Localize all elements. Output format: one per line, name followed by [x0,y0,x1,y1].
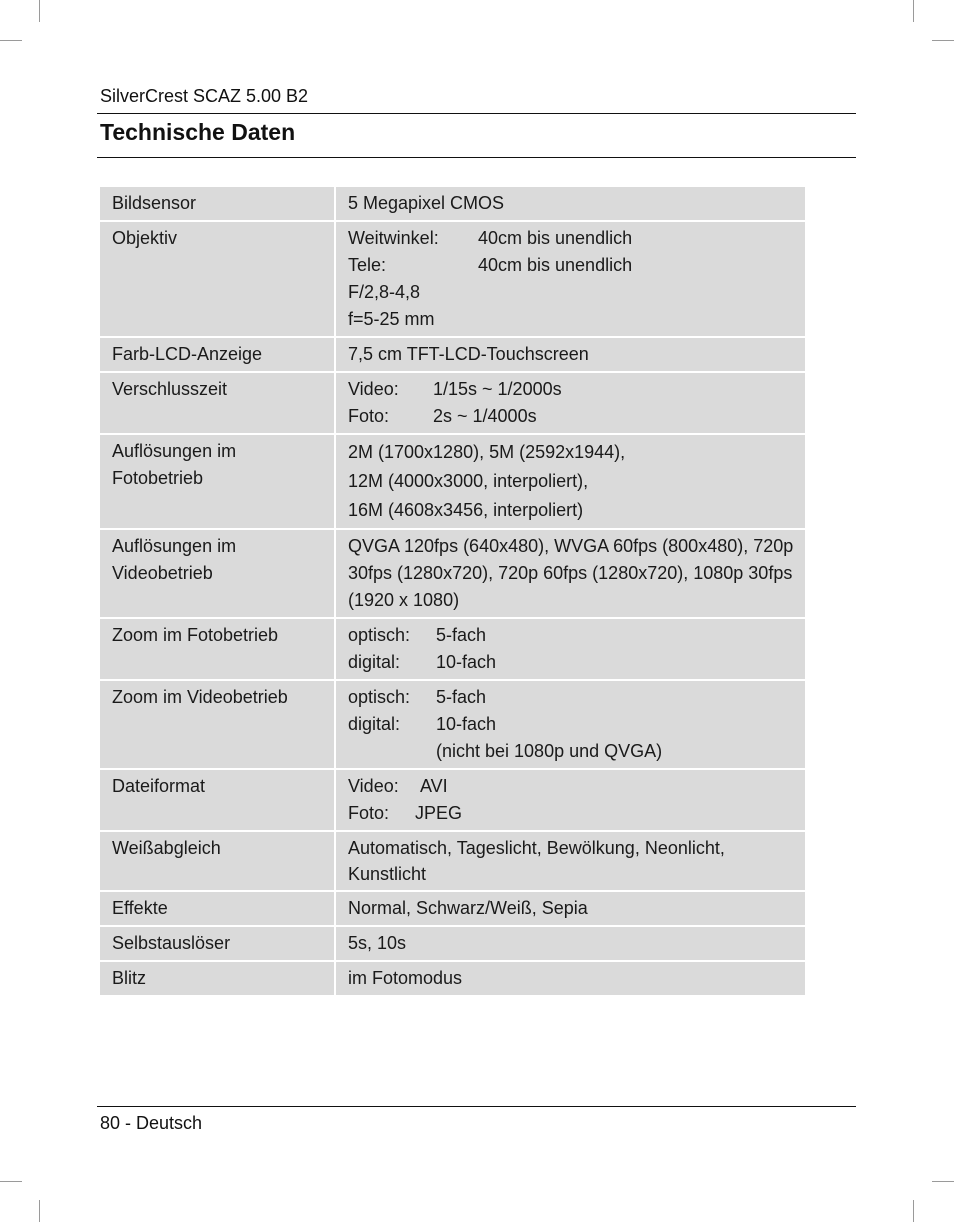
spec-val: AVI [420,776,448,796]
spec-row-bildsensor [100,187,805,221]
spec-line [348,773,795,800]
spec-line: F/2,8-4,8 [348,282,421,302]
crop-mark [913,0,914,22]
spec-row-zoom-foto [100,618,805,680]
spec-val: JPEG [415,803,463,823]
spec-row-aufl-video [100,529,805,618]
spec-val: 1/15s ~ 1/2000s [433,379,562,399]
spec-row-effekte [100,891,805,926]
spec-row-verschlusszeit [100,372,805,434]
spec-line [348,403,795,430]
title-rule [97,157,856,158]
spec-line [348,711,795,738]
spec-line: 16M (4608x3456, interpoliert) [348,500,584,520]
crop-mark [39,1200,40,1222]
spec-label: Auflösungen im Fotobetrieb [100,434,335,529]
spec-key: optisch: [348,687,411,707]
spec-label: Farb-LCD-Anzeige [100,337,335,372]
spec-value [335,221,805,337]
spec-table [100,187,805,995]
spec-key: Foto: [348,803,390,823]
spec-val: 40cm bis unendlich [478,255,633,275]
spec-row-blitz [100,961,805,995]
spec-label: Selbstauslöser [100,926,335,961]
spec-key: Foto: [348,406,390,426]
spec-key: Video: [348,379,399,399]
spec-label: Auflösungen im Videobetrieb [100,529,335,618]
spec-value: 5s, 10s [335,926,805,961]
spec-line: 12M (4000x3000, interpoliert), [348,471,589,491]
spec-row-lcd [100,337,805,372]
spec-row-weissabgleich [100,831,805,891]
crop-mark [39,0,40,22]
crop-mark [932,40,954,41]
header-rule [97,113,856,114]
spec-label: Zoom im Videobetrieb [100,680,335,769]
spec-line [348,622,795,649]
crop-mark [0,1181,22,1182]
spec-val: 10-fach [436,652,497,672]
spec-key: digital: [348,652,401,672]
spec-key: Weitwinkel: [348,228,439,248]
spec-label: Effekte [100,891,335,926]
spec-value [335,434,805,529]
spec-value [335,680,805,769]
spec-label: Dateiformat [100,769,335,831]
spec-line [348,252,795,279]
spec-line [348,800,795,827]
spec-value: 5 Megapixel CMOS [335,187,805,221]
spec-row-selbstausloeser [100,926,805,961]
spec-value: 7,5 cm TFT-LCD-Touchscreen [335,337,805,372]
spec-label: Verschlusszeit [100,372,335,434]
spec-label: Objektiv [100,221,335,337]
spec-label: Bildsensor [100,187,335,221]
spec-value [335,372,805,434]
spec-val: 5-fach [436,687,487,707]
spec-key: Video: [348,776,399,796]
spec-val: 5-fach [436,625,487,645]
page-number: 80 - Deutsch [100,1113,203,1133]
crop-mark [913,1200,914,1222]
spec-label: Blitz [100,961,335,995]
spec-label: Zoom im Fotobetrieb [100,618,335,680]
spec-line [348,225,795,252]
spec-line [348,684,795,711]
spec-line [348,649,795,676]
spec-row-dateiformat [100,769,805,831]
spec-value: Normal, Schwarz/Weiß, Sepia [335,891,805,926]
spec-row-zoom-video [100,680,805,769]
footer-rule [97,1106,856,1107]
spec-key: digital: [348,714,401,734]
spec-value: QVGA 120fps (640x480), WVGA 60fps (800x480), 720p 30fps (1280x720), 720p 60fps (1280x720), 1080p 30fps (1920 x 1080) [335,529,805,618]
spec-row-aufl-foto [100,434,805,529]
section-title: Technische Daten [100,119,296,145]
spec-value: Automatisch, Tageslicht, Bewölkung, Neonlicht, Kunstlicht [335,831,805,891]
crop-mark [0,40,22,41]
spec-key: Tele: [348,255,387,275]
crop-mark [932,1181,954,1182]
spec-val: 10-fach [436,714,497,734]
spec-line: 2M (1700x1280), 5M (2592x1944), [348,442,626,462]
spec-row-objektiv [100,221,805,337]
spec-val: 2s ~ 1/4000s [433,406,537,426]
spec-line [348,376,795,403]
spec-line: (nicht bei 1080p und QVGA) [436,741,663,761]
spec-value [335,618,805,680]
spec-value: im Fotomodus [335,961,805,995]
spec-label: Weißabgleich [100,831,335,891]
spec-key: optisch: [348,625,411,645]
running-header: SilverCrest SCAZ 5.00 B2 [100,86,309,106]
spec-val: 40cm bis unendlich [478,228,633,248]
spec-line: f=5-25 mm [348,309,435,329]
spec-value [335,769,805,831]
